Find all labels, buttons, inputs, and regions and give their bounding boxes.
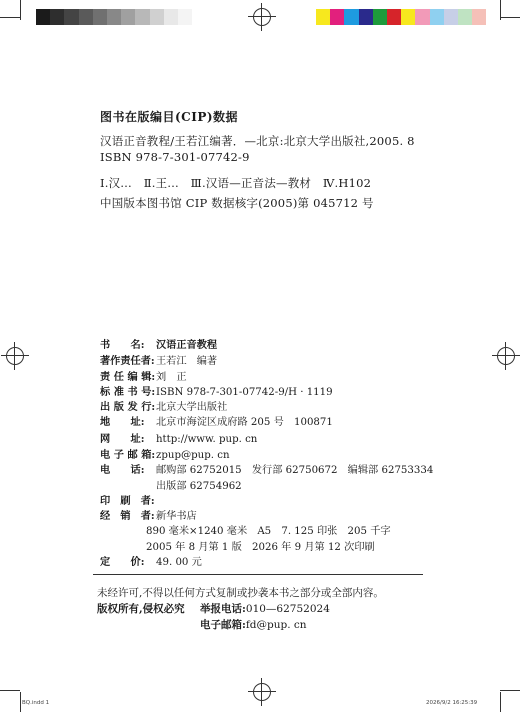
color-swatch — [164, 9, 178, 25]
report-email — [200, 617, 307, 632]
detail-row-email — [100, 446, 230, 461]
divider-line — [93, 574, 423, 575]
cip-line-1: 汉语正音教程/王若江编著．—北京:北京大学出版社,2005. 8 — [100, 134, 415, 148]
rights-reserved: 版权所有,侵权必究 — [97, 603, 185, 615]
detail-label: 责 任 编 辑: — [100, 371, 156, 383]
detail-value: 邮购部 62752015 发行部 62750672 编辑部 62753334 — [156, 465, 434, 476]
detail-label: 电 子 邮 箱: — [100, 449, 156, 461]
detail-label: 地 址: — [100, 416, 145, 428]
detail-value: 汉语正音教程 — [156, 339, 218, 351]
registration-mark-left — [6, 347, 24, 365]
color-swatch — [93, 9, 107, 25]
detail-label: 印 刷 者: — [100, 495, 155, 507]
detail-label: 标 准 书 号: — [100, 386, 156, 398]
detail-row-printer — [100, 492, 156, 507]
report-phone — [200, 601, 330, 616]
color-swatch — [373, 9, 387, 25]
color-swatch — [79, 9, 93, 25]
detail-phone-line-2: 出版部 62754962 — [156, 481, 242, 492]
color-swatch — [135, 9, 149, 25]
detail-label: 著作责任者: — [100, 355, 155, 367]
detail-value: 北京市海淀区成府路 205 号 100871 — [156, 417, 333, 428]
color-swatch — [192, 9, 206, 25]
color-swatch — [415, 9, 429, 25]
detail-row-editor — [100, 368, 187, 383]
detail-value: 王若江 编著 — [156, 356, 218, 367]
color-swatch — [387, 9, 401, 25]
color-swatch — [50, 9, 64, 25]
detail-row-publisher — [100, 398, 227, 413]
detail-value: 新华书店 — [156, 511, 197, 522]
copyright-notice: 未经许可,不得以任何方式复制或抄袭本书之部分或全部内容。 — [97, 587, 384, 599]
process-color-bar — [316, 9, 486, 25]
detail-row-author — [100, 352, 217, 367]
detail-row-website — [100, 430, 257, 445]
detail-value: ISBN 978-7-301-07742-9/H · 1119 — [156, 387, 333, 398]
slug-filename: BQ.indd 1 — [22, 700, 50, 706]
detail-label: 电 话: — [100, 464, 145, 476]
crop-mark — [500, 0, 501, 20]
color-swatch — [359, 9, 373, 25]
registration-mark-top — [253, 8, 271, 26]
color-swatch — [150, 9, 164, 25]
detail-label: 定 价: — [100, 556, 145, 568]
crop-mark — [500, 690, 520, 691]
detail-row-price — [100, 553, 202, 568]
cip-title: 图书在版编目(CIP)数据 — [100, 110, 239, 124]
color-swatch — [316, 9, 330, 25]
detail-spec-line: 890 毫米×1240 毫米 A5 7. 125 印张 205 千字 — [146, 526, 391, 537]
color-swatch — [472, 9, 486, 25]
color-swatch — [401, 9, 415, 25]
detail-label: 经 销 者: — [100, 510, 155, 522]
detail-value: 刘 正 — [156, 372, 187, 383]
detail-label: 出 版 发 行: — [100, 401, 156, 413]
report-email-label: 电子邮箱: — [200, 619, 246, 631]
color-swatch — [64, 9, 78, 25]
detail-row-isbn — [100, 383, 333, 398]
color-swatch — [444, 9, 458, 25]
crop-mark — [500, 17, 520, 18]
detail-value: 北京大学出版社 — [156, 402, 228, 413]
cip-line-2: ISBN 978-7-301-07742-9 — [100, 150, 250, 164]
crop-mark — [20, 0, 21, 20]
detail-value: http://www. pup. cn — [156, 434, 258, 445]
cip-line-4: 中国版本图书馆 CIP 数据核字(2005)第 045712 号 — [100, 196, 374, 210]
color-swatch — [107, 9, 121, 25]
grayscale-color-bar — [36, 9, 206, 25]
detail-value: 49. 00 元 — [156, 557, 202, 568]
detail-row-phone — [100, 461, 433, 476]
detail-edition-line: 2005 年 8 月第 1 版 2026 年 9 月第 12 次印刷 — [146, 542, 375, 553]
detail-row-title — [100, 336, 217, 351]
detail-value: zpup@pup. cn — [156, 450, 230, 461]
crop-mark — [20, 692, 21, 712]
color-swatch — [121, 9, 135, 25]
color-swatch — [178, 9, 192, 25]
crop-mark — [500, 692, 501, 712]
crop-mark — [0, 17, 20, 18]
report-email-value: fd@pup. cn — [245, 619, 307, 631]
color-swatch — [430, 9, 444, 25]
report-phone-label: 举报电话: — [200, 603, 246, 615]
detail-row-distributor — [100, 507, 197, 522]
detail-label: 书 名: — [100, 339, 145, 351]
color-swatch — [36, 9, 50, 25]
detail-label: 网 址: — [100, 433, 145, 445]
report-phone-value: 010—62752024 — [245, 603, 330, 615]
registration-mark-right — [497, 347, 515, 365]
color-swatch — [330, 9, 344, 25]
color-swatch — [458, 9, 472, 25]
crop-mark — [0, 690, 20, 691]
registration-mark-bottom — [253, 683, 271, 701]
color-swatch — [344, 9, 358, 25]
cip-line-3: Ⅰ.汉… Ⅱ.王… Ⅲ.汉语—正音法—教材 Ⅳ.H102 — [100, 176, 372, 190]
slug-timestamp: 2026/9/2 16:25:39 — [426, 700, 478, 706]
detail-row-address — [100, 413, 333, 428]
